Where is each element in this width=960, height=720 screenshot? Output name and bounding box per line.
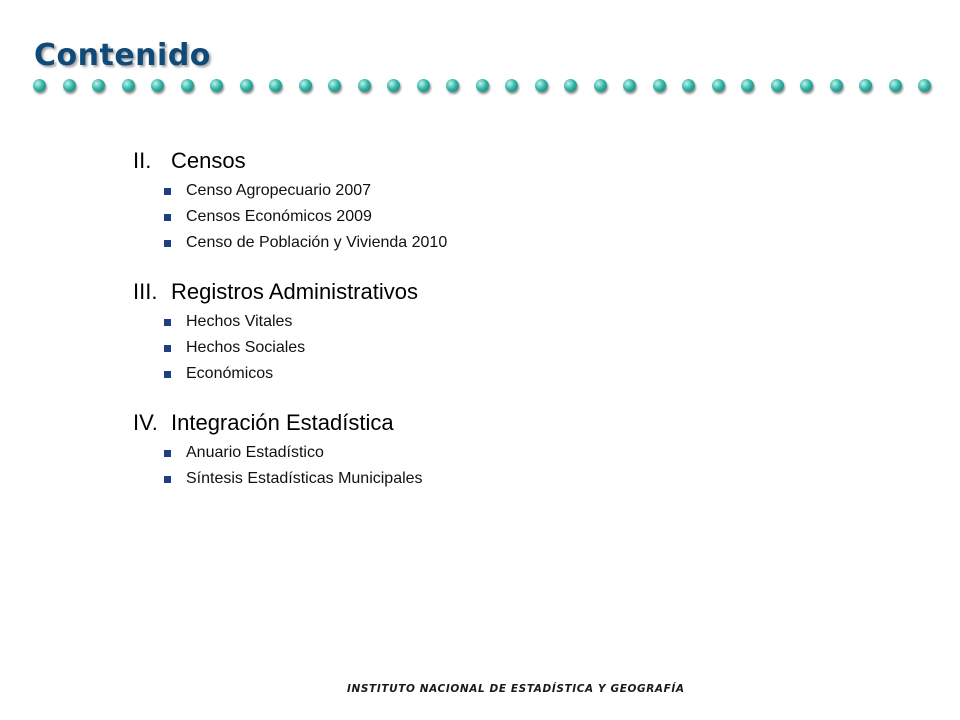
- section-censos: [133, 145, 833, 256]
- list-item: [133, 230, 833, 256]
- institution-footer: INSTITUTO NACIONAL DE ESTADÍSTICA Y GEOGRAFÍA: [347, 683, 685, 695]
- list-item-label: Síntesis Estadísticas Municipales: [186, 470, 423, 487]
- section-title: Registros Administrativos: [171, 279, 418, 304]
- decorative-dot-icon: [682, 79, 695, 92]
- decorative-dot-icon: [269, 79, 282, 92]
- square-bullet-icon: [164, 319, 171, 326]
- section-heading: [133, 276, 833, 307]
- decorative-dot-icon: [505, 79, 518, 92]
- decorative-dot-icon: [33, 79, 46, 92]
- list-item-label: Anuario Estadístico: [186, 444, 324, 461]
- square-bullet-icon: [164, 371, 171, 378]
- section-heading: [133, 407, 833, 438]
- square-bullet-icon: [164, 188, 171, 195]
- decorative-dot-icon: [387, 79, 400, 92]
- decorative-dot-icon: [623, 79, 636, 92]
- decorative-dot-icon: [417, 79, 430, 92]
- list-item: [133, 335, 833, 361]
- section-title: Censos: [171, 148, 246, 173]
- list-item-label: Económicos: [186, 365, 274, 382]
- decorative-dot-icon: [712, 79, 725, 92]
- square-bullet-icon: [164, 345, 171, 352]
- decorative-dot-icon: [122, 79, 135, 92]
- square-bullet-icon: [164, 214, 171, 221]
- decorative-dot-icon: [594, 79, 607, 92]
- decorative-dot-icon: [564, 79, 577, 92]
- section-numeral: IV.: [133, 410, 158, 435]
- square-bullet-icon: [164, 450, 171, 457]
- list-item: [133, 204, 833, 230]
- decorative-dot-icon: [859, 79, 872, 92]
- section-registros-administrativos: [133, 276, 833, 387]
- list-item-label: Censo de Población y Vivienda 2010: [186, 234, 448, 251]
- decorative-dot-icon: [299, 79, 312, 92]
- decorative-dot-icon: [358, 79, 371, 92]
- list-item: [133, 440, 833, 466]
- list-item-label: Hechos Vitales: [186, 313, 293, 330]
- section-numeral: II.: [133, 148, 152, 173]
- decorative-dot-icon: [151, 79, 164, 92]
- section-heading: [133, 145, 833, 176]
- slide-title: Contenido: [34, 38, 211, 73]
- list-item: [133, 178, 833, 204]
- list-item-label: Hechos Sociales: [186, 339, 306, 356]
- decorative-dot-icon: [476, 79, 489, 92]
- decorative-dot-icon: [446, 79, 459, 92]
- decorative-dot-icon: [63, 79, 76, 92]
- section-title: Integración Estadística: [171, 410, 394, 435]
- decorative-dot-icon: [918, 79, 931, 92]
- list-item-label: Censos Económicos 2009: [186, 208, 372, 225]
- decorative-dot-icon: [210, 79, 223, 92]
- decorative-dot-icon: [535, 79, 548, 92]
- list-item: [133, 361, 833, 387]
- decorative-dot-icon: [92, 79, 105, 92]
- decorative-dot-icon: [653, 79, 666, 92]
- section-numeral: III.: [133, 279, 158, 304]
- list-item-label: Censo Agropecuario 2007: [186, 182, 372, 199]
- section-item-list: [133, 440, 833, 492]
- decorative-dot-icon: [830, 79, 843, 92]
- square-bullet-icon: [164, 476, 171, 483]
- list-item: [133, 309, 833, 335]
- decorative-dot-icon: [181, 79, 194, 92]
- decorative-dot-icon: [240, 79, 253, 92]
- decorative-dot-icon: [328, 79, 341, 92]
- decorative-dot-icon: [741, 79, 754, 92]
- decorative-dot-row: [30, 79, 940, 95]
- square-bullet-icon: [164, 240, 171, 247]
- decorative-dot-icon: [889, 79, 902, 92]
- decorative-dot-icon: [800, 79, 813, 92]
- decorative-dot-icon: [771, 79, 784, 92]
- section-item-list: [133, 178, 833, 256]
- content-outline: [133, 145, 833, 512]
- section-integracion-estadistica: [133, 407, 833, 492]
- section-item-list: [133, 309, 833, 387]
- list-item: [133, 466, 833, 492]
